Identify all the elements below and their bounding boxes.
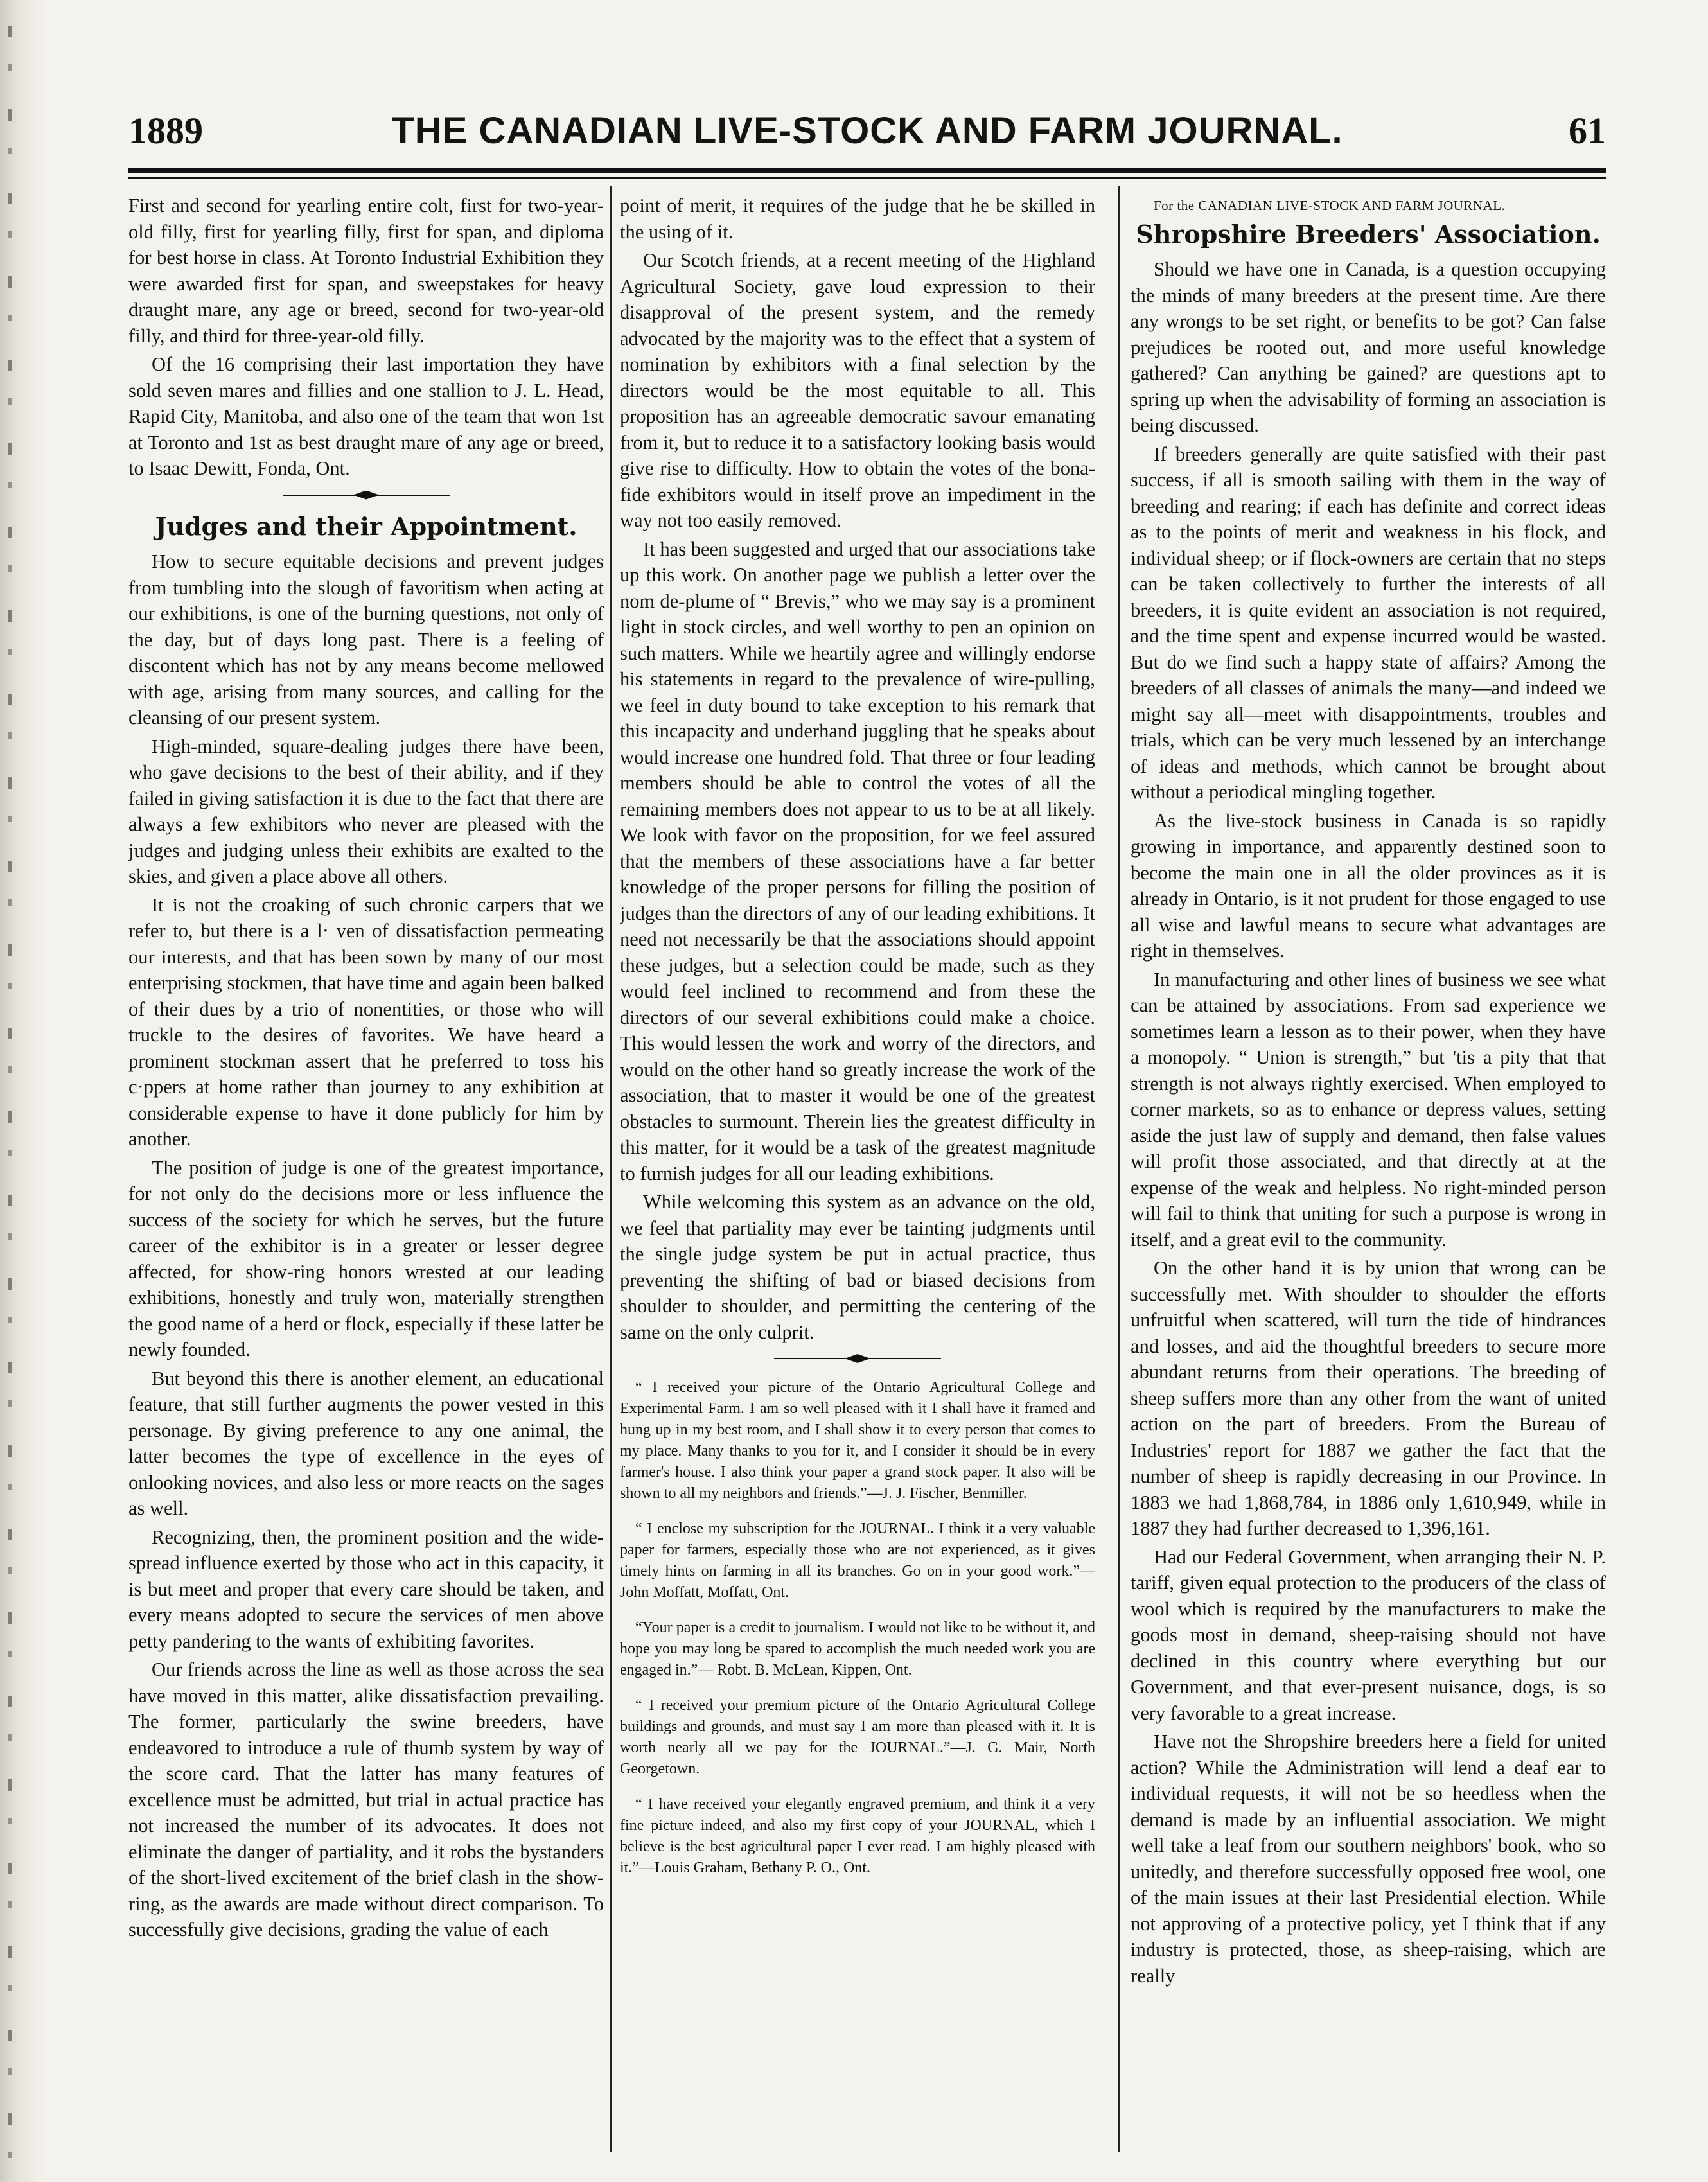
testimonial: “ I have received your elegantly engraved premium, and think it a very fine picture indeed, and also my first copy of your JOURNAL, which I believe is the best agricultural paper I ever read. I am highly pleased with it.”—Louis Graham, Bethany P. O., Ont.	[620, 1796, 1095, 1876]
testimonial: “ I received your picture of the Ontario Agricultural College and Experimental Farm. I am so well pleased with it I shall have it framed and hung up in my best room, and I shall show it to every person that comes to my place. Many thanks to you for it, and I consider it should be in every farmer's house. I also think your paper a grand stock paper. It also will be shown to all my neighbors and friends.”—J. J. Fischer, Benmiller.	[620, 1379, 1095, 1502]
paragraph: Our Scotch friends, at a recent meeting of the Highland Agricultural Society, gave loud expression to their disapproval of the present system, and the remedy advocated by the majority was to the effect that a system of nomination by exhibitors with a final selection by the directors would be the most equitable to all. This proposition has an agreeable democratic savour emanating from it, but to reduce it to a satisfactory looking basis would give rise to difficulty. How to obtain the votes of the bona-fide exhibitors would in itself prove an impediment in the way not too easily removed.	[620, 249, 1095, 531]
paragraph: On the other hand it is by union that wrong can be successfully met. With shoulder to shoulder the efforts unfruitful when scattered, will turn the tide of hindrances and losses, and aid the thoughtful breeders to secure more abundant returns from their operations. The breeding of sheep suffers more than any other from the want of united action on the part of breeders. From the Bureau of Industries' report for 1887 we gather the fact that the number of sheep is rapidly decreasing in our Province. In 1883 we had 1,868,784, in 1886 only 1,610,949, while in 1887 they had further decreased to 1,396,161.	[1131, 1257, 1606, 1539]
column-2	[620, 193, 1095, 2152]
header-year: 1889	[128, 110, 203, 152]
paragraph: High-minded, square-dealing judges there have been, who gave decisions to the best of their ability, and if they failed in giving satisfaction it is due to the fact that there are always a few exhibitors who never are pleased with the judges and judging unless their exhibits are exalted to the skies, and given a place above all others.	[128, 735, 604, 887]
paragraph: Our friends across the line as well as those across the sea have moved in this matter, alike dissatisfaction prevailing. The former, particularly the swine breeders, have endeavored to introduce a rule of thumb system by way of the score card. That the latter has many features of excellence must be admitted, but trial in actual practice has not increased the number of its advocates. It does not eliminate the danger of partiality, and it robs the bystanders of the short-lived excitement of the brief clash in the show-ring, as the awards are made without direct comparison. To successfully give decisions, grading the value of each	[128, 1658, 604, 1940]
testimonials	[620, 1377, 1095, 1879]
header-rule-thin	[128, 177, 1606, 179]
paragraph: Recognizing, then, the prominent position and the wide-spread influence exerted by those who act in this capacity, it is but meet and proper that every care should be taken, and every means adopted to secure the services of men above petty pandering to the wants of exhibiting favorites.	[128, 1526, 604, 1652]
paragraph: Have not the Shropshire breeders here a field for united action? While the Administration will lend a deaf ear to individual requests, it will not be so heedless when the demand is made by an influential association. We might well take a leaf from our southern neighbors' book, who so unitedly, and therefore successfully opposed free wool, one of the main issues at their last Presidential election. While not approving of a protective policy, yet I think that if any industry is protected, those, as sheep-raising, which are really	[1131, 1730, 1606, 1987]
paragraph: The position of judge is one of the greatest importance, for not only do the decisions more or less influence the success of the society for which he serves, but the future career of the exhibitor is in a greater or lesser degree affected, for show-ring honors wrested at our leading exhibitions, honestly and truly won, materially strengthen the good name of a herd or flock, especially if these latter be newly founded.	[128, 1156, 604, 1360]
paragraph: point of merit, it requires of the judge that he be skilled in the using of it.	[620, 195, 1095, 243]
paragraph: Should we have one in Canada, is a question occupying the minds of many breeders at the present time. Are there any wrongs to be set right, or benefits to be got? Can false prejudices be rooted out, and more useful knowledge gathered? Can anything be gained? are questions apt to spring up when the advisability of forming an association is being discussed.	[1131, 258, 1606, 436]
column-divider	[1118, 186, 1120, 2152]
page-binding-edge	[0, 0, 45, 2182]
header-rule	[128, 168, 1606, 173]
testimonial: “Your paper is a credit to journalism. I would not like to be without it, and hope you may long be spared to accomplish the much needed work you are engaged in.”— Robt. B. McLean, Kippen, Ont.	[620, 1619, 1095, 1678]
paragraph: In manufacturing and other lines of business we see what can be attained by associations. From sad experience we sometimes learn a lesson as to their power, when they have a monopoly. “ Union is strength,” but 'tis a pity that that strength is not always rightly exercised. When employed to corner markets, so as to enhance or depress values, setting aside the just law of supply and demand, then false values will profit those associated, and that directly at at the expense of the weak and helpless. No right-minded person will fail to think that uniting for such a purpose is wrong in itself, and a great evil to the community.	[1131, 968, 1606, 1251]
testimonial: “ I enclose my subscription for the JOURNAL. I think it a very valuable paper for farmers, especially those who are not experienced, as it gives timely hints on farming in all its branches. Go on in your good work.”—John Moffatt, Moffatt, Ont.	[620, 1520, 1095, 1601]
section-divider-ornament	[283, 491, 450, 500]
section-divider-ornament	[774, 1354, 941, 1363]
page-number: 61	[1569, 110, 1606, 152]
paragraph: If breeders generally are quite satisfied with their past success, if all is smooth sailing with them in the way of breeding and rearing; if each has definite and correct ideas as to the points of merit and weakness in his flock, and individual sheep; or if flock-owners are certain that no steps can be taken collectively to further the interests of all breeders, it is quite evident an association is not required, and the time spent and expense incurred would be wasted. But do we find such a happy state of affairs? Among the breeders of all classes of animals the many—and indeed we might say all—meet with disappointments, troubles and trials, which can be very much lessened by an interchange of ideas and methods, which cannot be brought about without a periodical mingling together.	[1131, 443, 1606, 803]
paragraph: But beyond this there is another element, an educational feature, that still further augments the power vested in this personage. By giving preference to any one animal, the latter becomes the type of excellence in the eyes of onlooking novices, and also less or more reacts on the sages as well.	[128, 1367, 604, 1519]
article-title: Shropshire Breeders' Association.	[1136, 219, 1601, 249]
testimonial: “ I received your premium picture of the Ontario Agricultural College buildings and grounds, and must say I am more than pleased with it. It is worth nearly all we pay for the JOURNAL.”—J. G. Mair, North Georgetown.	[620, 1697, 1095, 1777]
paragraph: It is not the croaking of such chronic carpers that we refer to, but there is a l· ven of dissatisfaction permeating our interests, and that has been sown by many of our most enterprising stockmen, that have time and again been balked of their dues by a trio of nonentities, or those who will truckle to the desires of favorites. We have heard a prominent stockman assert that he preferred to toss his c·ppers at home rather than journey to any exhibition at considerable expense to have it done publicly for him by another.	[128, 893, 604, 1150]
column-3	[1131, 193, 1606, 2152]
attribution-line: For the CANADIAN LIVE-STOCK AND FARM JOURNAL.	[1154, 198, 1506, 213]
column-divider	[610, 186, 612, 2152]
article-title: Judges and their Appointment.	[155, 511, 577, 541]
journal-title: THE CANADIAN LIVE-STOCK AND FARM JOURNAL.	[391, 110, 1343, 152]
page-header	[128, 109, 1606, 161]
paragraph: It has been suggested and urged that our associations take up this work. On another page we publish a letter over the nom de-plume of “ Brevis,” who we may say is a prominent light in stock circles, and well worthy to pen an opinion on such matters. While we heartily agree and willingly endorse his statements in regard to the prevalence of wire-pulling, we feel in duty bound to take exception to his remark that this incapacity and underhand juggling that he speaks about would increase one hundred fold. That three or four leading members should be able to control the votes of all the remaining members does not appear to us to be at all likely. We look with favor on the proposition, for we feel assured that the members of these associations have a far better knowledge of the proper persons for filling the position of judges than the directors of any of our leading exhibitions. It need not necessarily be that the associations should appoint these judges, but a selection could be made, such as they would feel inclined to recommend and from these the directors of our several exhibitions could make a choice. This would lessen the work and worry of the directors, and would on the other hand so greatly increase the work of the association, that to master it would be one of the greatest obstacles to surmount. Therein lies the greatest difficulty in this matter, for it would be a task of the greatest magnitude to furnish judges for all our leading exhibitions.	[620, 538, 1095, 1184]
column-1	[128, 193, 604, 2152]
paragraph: How to secure equitable decisions and prevent judges from tumbling into the slough of favoritism when acting at our exhibitions, is one of the burning questions, not only of the day, but of days long past. There is a feeling of discontent which has not by any means become mellowed with age, arising from many sources, and calling for the cleansing of our present system.	[128, 550, 604, 728]
paragraph: Had our Federal Government, when arranging their N. P. tariff, given equal protection to the producers of the class of wool which is required by the manufacturers to make the goods most in demand, sheep-raising should not have declined in this country where everything but our Government, and that ever-present nuisance, dogs, is so very favorable to a great increase.	[1131, 1545, 1606, 1724]
paragraph: First and second for yearling entire colt, first for two-year-old filly, first for yearling filly, first for span, and diploma for best horse in class. At Toronto Industrial Exhibition they were awarded first for span, and sweepstakes for heavy draught mare, any age or breed, second for two-year-old filly, and third for three-year-old filly.	[128, 195, 604, 347]
paragraph: While welcoming this system as an advance on the old, we feel that partiality may ever be tainting judgments until the single judge system be put in actual practice, thus preventing the shifting of bad or biased decisions from shoulder to shoulder, and permitting the centering of the same on the only culprit.	[620, 1191, 1095, 1343]
paragraph: As the live-stock business in Canada is so rapidly growing in importance, and apparently destined soon to become the main one in all the older provinces as it is already in Ontario, is it not prudent for those engaged to use all wise and lawful means to secure what advantages are right in themselves.	[1131, 809, 1606, 962]
paragraph: Of the 16 comprising their last importation they have sold seven mares and fillies and one stallion to J. L. Head, Rapid City, Manitoba, and also one of the team that won 1st at Toronto and 1st as best draught mare of any age or breed, to Isaac Dewitt, Fonda, Ont.	[128, 353, 604, 479]
